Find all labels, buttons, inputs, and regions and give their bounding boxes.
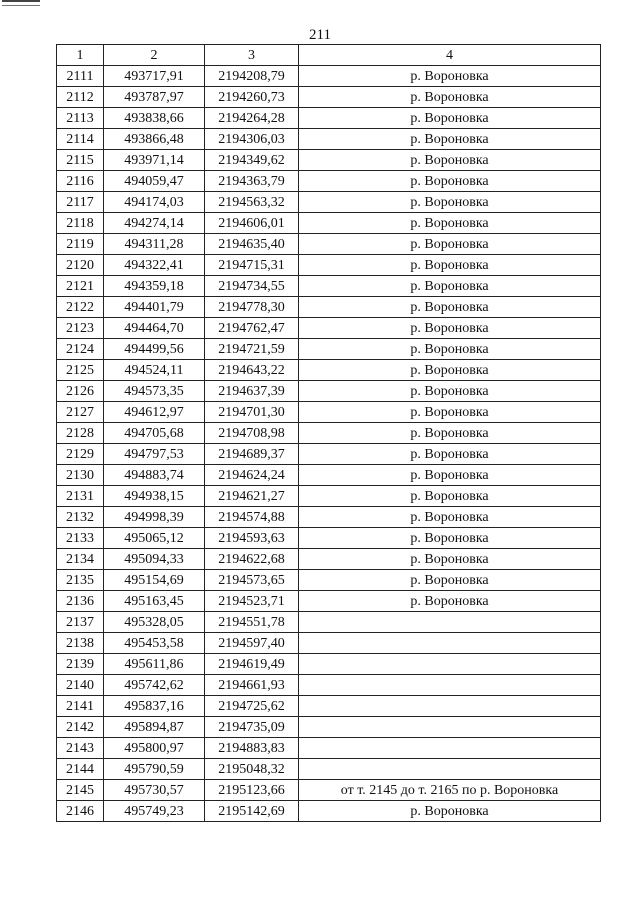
point-number-cell: 2146 bbox=[57, 801, 104, 822]
description-cell bbox=[299, 717, 601, 738]
description-cell: р. Вороновка bbox=[299, 129, 601, 150]
description-cell: р. Вороновка bbox=[299, 108, 601, 129]
table-row bbox=[57, 465, 601, 486]
table-row bbox=[57, 549, 601, 570]
point-number-cell: 2115 bbox=[57, 150, 104, 171]
point-number-cell: 2112 bbox=[57, 87, 104, 108]
y-coordinate-cell: 2194208,79 bbox=[205, 66, 299, 87]
scan-corner-mark bbox=[2, 0, 40, 6]
table-row bbox=[57, 297, 601, 318]
header-col-4: 4 bbox=[299, 45, 601, 66]
x-coordinate-cell: 495894,87 bbox=[104, 717, 205, 738]
point-number-cell: 2139 bbox=[57, 654, 104, 675]
table-row bbox=[57, 696, 601, 717]
x-coordinate-cell: 493838,66 bbox=[104, 108, 205, 129]
header-col-1: 1 bbox=[57, 45, 104, 66]
point-number-cell: 2113 bbox=[57, 108, 104, 129]
description-cell bbox=[299, 696, 601, 717]
table-row bbox=[57, 591, 601, 612]
point-number-cell: 2136 bbox=[57, 591, 104, 612]
x-coordinate-cell: 495790,59 bbox=[104, 759, 205, 780]
description-cell: р. Вороновка bbox=[299, 801, 601, 822]
x-coordinate-cell: 495611,86 bbox=[104, 654, 205, 675]
x-coordinate-cell: 495749,23 bbox=[104, 801, 205, 822]
description-cell: р. Вороновка bbox=[299, 444, 601, 465]
y-coordinate-cell: 2194574,88 bbox=[205, 507, 299, 528]
description-cell: р. Вороновка bbox=[299, 318, 601, 339]
y-coordinate-cell: 2194715,31 bbox=[205, 255, 299, 276]
x-coordinate-cell: 494464,70 bbox=[104, 318, 205, 339]
point-number-cell: 2131 bbox=[57, 486, 104, 507]
y-coordinate-cell: 2194523,71 bbox=[205, 591, 299, 612]
x-coordinate-cell: 494174,03 bbox=[104, 192, 205, 213]
x-coordinate-cell: 495742,62 bbox=[104, 675, 205, 696]
y-coordinate-cell: 2194363,79 bbox=[205, 171, 299, 192]
y-coordinate-cell: 2194264,28 bbox=[205, 108, 299, 129]
x-coordinate-cell: 494359,18 bbox=[104, 276, 205, 297]
description-cell: р. Вороновка bbox=[299, 339, 601, 360]
point-number-cell: 2120 bbox=[57, 255, 104, 276]
table-row bbox=[57, 360, 601, 381]
description-cell bbox=[299, 633, 601, 654]
point-number-cell: 2133 bbox=[57, 528, 104, 549]
x-coordinate-cell: 495065,12 bbox=[104, 528, 205, 549]
table-row bbox=[57, 717, 601, 738]
y-coordinate-cell: 2194721,59 bbox=[205, 339, 299, 360]
x-coordinate-cell: 494705,68 bbox=[104, 423, 205, 444]
table-row bbox=[57, 318, 601, 339]
y-coordinate-cell: 2194735,09 bbox=[205, 717, 299, 738]
point-number-cell: 2127 bbox=[57, 402, 104, 423]
point-number-cell: 2138 bbox=[57, 633, 104, 654]
description-cell: р. Вороновка bbox=[299, 570, 601, 591]
point-number-cell: 2125 bbox=[57, 360, 104, 381]
y-coordinate-cell: 2194725,62 bbox=[205, 696, 299, 717]
table-row bbox=[57, 759, 601, 780]
x-coordinate-cell: 494311,28 bbox=[104, 234, 205, 255]
description-cell: р. Вороновка bbox=[299, 402, 601, 423]
description-cell: р. Вороновка bbox=[299, 591, 601, 612]
table-row bbox=[57, 507, 601, 528]
point-number-cell: 2142 bbox=[57, 717, 104, 738]
table-row bbox=[57, 171, 601, 192]
x-coordinate-cell: 494059,47 bbox=[104, 171, 205, 192]
y-coordinate-cell: 2194621,27 bbox=[205, 486, 299, 507]
x-coordinate-cell: 495800,97 bbox=[104, 738, 205, 759]
y-coordinate-cell: 2194778,30 bbox=[205, 297, 299, 318]
table-row bbox=[57, 633, 601, 654]
y-coordinate-cell: 2194573,65 bbox=[205, 570, 299, 591]
table-row bbox=[57, 423, 601, 444]
table-row bbox=[57, 486, 601, 507]
x-coordinate-cell: 494938,15 bbox=[104, 486, 205, 507]
x-coordinate-cell: 494524,11 bbox=[104, 360, 205, 381]
table-row bbox=[57, 66, 601, 87]
x-coordinate-cell: 494499,56 bbox=[104, 339, 205, 360]
table-row bbox=[57, 87, 601, 108]
point-number-cell: 2137 bbox=[57, 612, 104, 633]
y-coordinate-cell: 2194635,40 bbox=[205, 234, 299, 255]
description-cell: р. Вороновка bbox=[299, 360, 601, 381]
x-coordinate-cell: 494573,35 bbox=[104, 381, 205, 402]
description-cell bbox=[299, 759, 601, 780]
y-coordinate-cell: 2194606,01 bbox=[205, 213, 299, 234]
description-cell: р. Вороновка bbox=[299, 423, 601, 444]
point-number-cell: 2116 bbox=[57, 171, 104, 192]
x-coordinate-cell: 495837,16 bbox=[104, 696, 205, 717]
table-row bbox=[57, 129, 601, 150]
description-cell: р. Вороновка bbox=[299, 297, 601, 318]
point-number-cell: 2129 bbox=[57, 444, 104, 465]
point-number-cell: 2128 bbox=[57, 423, 104, 444]
description-cell: р. Вороновка bbox=[299, 171, 601, 192]
point-number-cell: 2117 bbox=[57, 192, 104, 213]
point-number-cell: 2132 bbox=[57, 507, 104, 528]
point-number-cell: 2118 bbox=[57, 213, 104, 234]
point-number-cell: 2130 bbox=[57, 465, 104, 486]
table-row bbox=[57, 612, 601, 633]
description-cell bbox=[299, 738, 601, 759]
table-row bbox=[57, 528, 601, 549]
x-coordinate-cell: 495094,33 bbox=[104, 549, 205, 570]
point-number-cell: 2145 bbox=[57, 780, 104, 801]
description-cell: от т. 2145 до т. 2165 по р. Вороновка bbox=[299, 780, 601, 801]
y-coordinate-cell: 2195048,32 bbox=[205, 759, 299, 780]
x-coordinate-cell: 494998,39 bbox=[104, 507, 205, 528]
description-cell: р. Вороновка bbox=[299, 255, 601, 276]
y-coordinate-cell: 2194762,47 bbox=[205, 318, 299, 339]
point-number-cell: 2111 bbox=[57, 66, 104, 87]
x-coordinate-cell: 494401,79 bbox=[104, 297, 205, 318]
point-number-cell: 2140 bbox=[57, 675, 104, 696]
table-row bbox=[57, 234, 601, 255]
y-coordinate-cell: 2194734,55 bbox=[205, 276, 299, 297]
y-coordinate-cell: 2194563,32 bbox=[205, 192, 299, 213]
point-number-cell: 2126 bbox=[57, 381, 104, 402]
point-number-cell: 2134 bbox=[57, 549, 104, 570]
table-row bbox=[57, 780, 601, 801]
header-col-2: 2 bbox=[104, 45, 205, 66]
x-coordinate-cell: 493866,48 bbox=[104, 129, 205, 150]
description-cell: р. Вороновка bbox=[299, 486, 601, 507]
description-cell: р. Вороновка bbox=[299, 213, 601, 234]
description-cell: р. Вороновка bbox=[299, 192, 601, 213]
point-number-cell: 2119 bbox=[57, 234, 104, 255]
y-coordinate-cell: 2194619,49 bbox=[205, 654, 299, 675]
x-coordinate-cell: 494274,14 bbox=[104, 213, 205, 234]
table-row bbox=[57, 444, 601, 465]
y-coordinate-cell: 2194689,37 bbox=[205, 444, 299, 465]
x-coordinate-cell: 495328,05 bbox=[104, 612, 205, 633]
description-cell: р. Вороновка bbox=[299, 234, 601, 255]
y-coordinate-cell: 2194883,83 bbox=[205, 738, 299, 759]
x-coordinate-cell: 495453,58 bbox=[104, 633, 205, 654]
header-col-3: 3 bbox=[205, 45, 299, 66]
y-coordinate-cell: 2194701,30 bbox=[205, 402, 299, 423]
table-row bbox=[57, 801, 601, 822]
table-row bbox=[57, 192, 601, 213]
table-row bbox=[57, 108, 601, 129]
table-row bbox=[57, 570, 601, 591]
table-row bbox=[57, 381, 601, 402]
x-coordinate-cell: 495154,69 bbox=[104, 570, 205, 591]
description-cell: р. Вороновка bbox=[299, 381, 601, 402]
header-row bbox=[57, 45, 601, 66]
y-coordinate-cell: 2194622,68 bbox=[205, 549, 299, 570]
x-coordinate-cell: 494797,53 bbox=[104, 444, 205, 465]
table-row bbox=[57, 738, 601, 759]
point-number-cell: 2121 bbox=[57, 276, 104, 297]
description-cell: р. Вороновка bbox=[299, 150, 601, 171]
y-coordinate-cell: 2194349,62 bbox=[205, 150, 299, 171]
point-number-cell: 2143 bbox=[57, 738, 104, 759]
description-cell: р. Вороновка bbox=[299, 465, 601, 486]
point-number-cell: 2141 bbox=[57, 696, 104, 717]
coordinates-table bbox=[56, 44, 601, 822]
y-coordinate-cell: 2194551,78 bbox=[205, 612, 299, 633]
y-coordinate-cell: 2194593,63 bbox=[205, 528, 299, 549]
table-row bbox=[57, 276, 601, 297]
y-coordinate-cell: 2194643,22 bbox=[205, 360, 299, 381]
x-coordinate-cell: 494883,74 bbox=[104, 465, 205, 486]
x-coordinate-cell: 493971,14 bbox=[104, 150, 205, 171]
description-cell: р. Вороновка bbox=[299, 549, 601, 570]
x-coordinate-cell: 495730,57 bbox=[104, 780, 205, 801]
x-coordinate-cell: 494322,41 bbox=[104, 255, 205, 276]
table-row bbox=[57, 675, 601, 696]
point-number-cell: 2124 bbox=[57, 339, 104, 360]
point-number-cell: 2122 bbox=[57, 297, 104, 318]
description-cell: р. Вороновка bbox=[299, 87, 601, 108]
y-coordinate-cell: 2194624,24 bbox=[205, 465, 299, 486]
point-number-cell: 2144 bbox=[57, 759, 104, 780]
table-row bbox=[57, 213, 601, 234]
table-row bbox=[57, 402, 601, 423]
point-number-cell: 2135 bbox=[57, 570, 104, 591]
x-coordinate-cell: 493787,97 bbox=[104, 87, 205, 108]
y-coordinate-cell: 2195123,66 bbox=[205, 780, 299, 801]
description-cell bbox=[299, 612, 601, 633]
x-coordinate-cell: 495163,45 bbox=[104, 591, 205, 612]
y-coordinate-cell: 2194260,73 bbox=[205, 87, 299, 108]
y-coordinate-cell: 2194597,40 bbox=[205, 633, 299, 654]
y-coordinate-cell: 2194661,93 bbox=[205, 675, 299, 696]
y-coordinate-cell: 2195142,69 bbox=[205, 801, 299, 822]
y-coordinate-cell: 2194708,98 bbox=[205, 423, 299, 444]
description-cell: р. Вороновка bbox=[299, 276, 601, 297]
table-row bbox=[57, 255, 601, 276]
y-coordinate-cell: 2194306,03 bbox=[205, 129, 299, 150]
description-cell: р. Вороновка bbox=[299, 66, 601, 87]
description-cell: р. Вороновка bbox=[299, 507, 601, 528]
table-row bbox=[57, 339, 601, 360]
y-coordinate-cell: 2194637,39 bbox=[205, 381, 299, 402]
x-coordinate-cell: 493717,91 bbox=[104, 66, 205, 87]
description-cell: р. Вороновка bbox=[299, 528, 601, 549]
table-row bbox=[57, 150, 601, 171]
table-row bbox=[57, 654, 601, 675]
description-cell bbox=[299, 675, 601, 696]
x-coordinate-cell: 494612,97 bbox=[104, 402, 205, 423]
description-cell bbox=[299, 654, 601, 675]
table-body bbox=[57, 66, 601, 822]
page-number: 211 bbox=[309, 27, 331, 43]
table-header bbox=[57, 45, 601, 66]
point-number-cell: 2114 bbox=[57, 129, 104, 150]
point-number-cell: 2123 bbox=[57, 318, 104, 339]
